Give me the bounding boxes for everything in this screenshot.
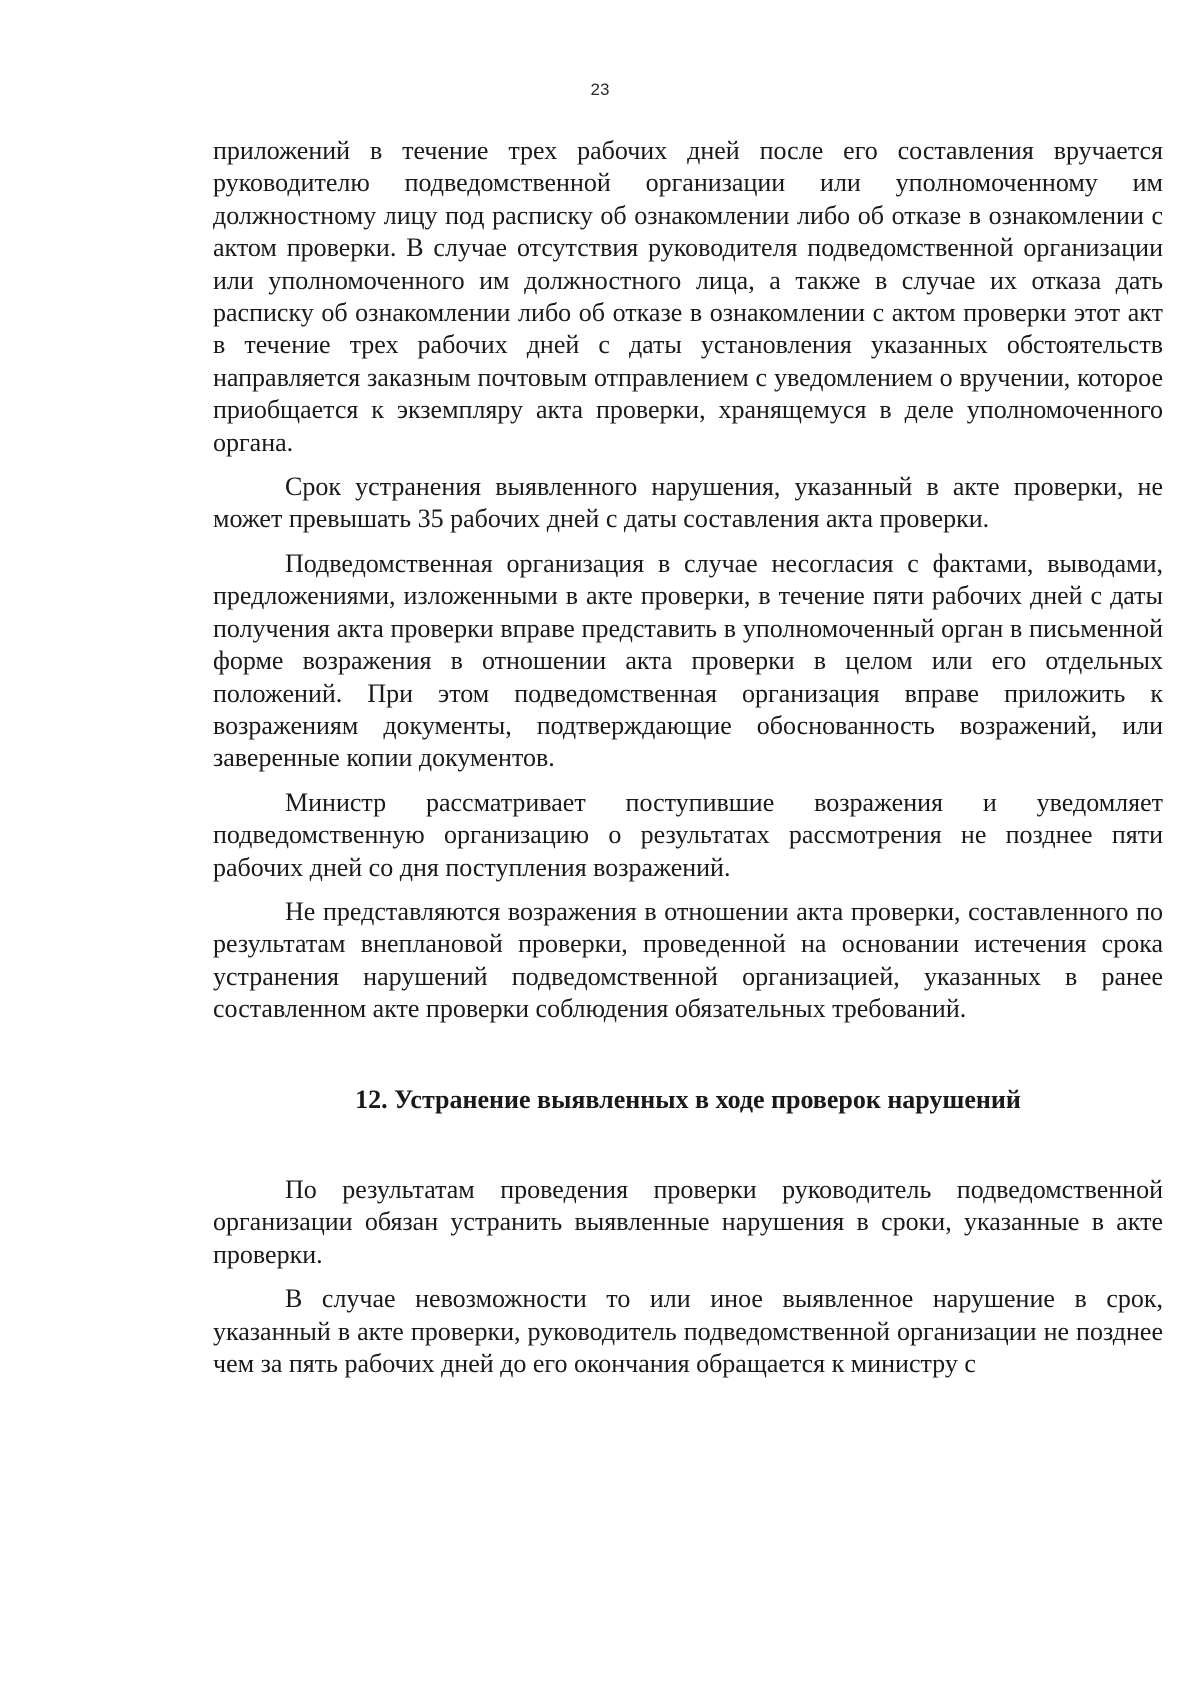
paragraph-remedy-impossibility: В случае невозможности то или иное выявленное нарушение в срок, указанный в акте проверки, руководитель подведомственной организации не позднее чем за пять рабочих дней до его окончания обращается к министру с <box>213 1284 1163 1378</box>
paragraph-remedy-obligation: По результатам проведения проверки руководитель подведомственной организации обязан устранить выявленные нарушения в сроки, указанные в акте проверки. <box>213 1174 1163 1269</box>
page-number: 23 <box>590 80 610 99</box>
paragraph-continuation: приложений в течение трех рабочих дней после его составления вручается руководителю подведомственной организации или уполномоченному им должностному лицу под расписку об ознакомлении либо об отказе в ознакомлении с актом проверки. В случае отсутствия руководителя подведомственной организации или уполномоченного им должностного лица, а также в случае их отказа дать расписку об ознакомлении либо об отказе в ознакомлении с актом проверки этот акт в течение трех рабочих дней с даты установления указанных обстоятельств направляется заказным почтовым отправлением с уведомлением о вручении, которое приобщается к экземпляру акта проверки, хранящемуся в деле уполномоченного органа. <box>213 136 1163 457</box>
paragraph-objections: Подведомственная организация в случае несогласия с фактами, выводами, предложениями, изложенными в акте проверки, в течение пяти рабочих дней с даты получения акта проверки вправе представить в уполномоченный орган в письменной форме возражения в отношении акта проверки в целом или его отдельных положений. При этом подведомственная организация вправе приложить к возражениям документы, подтверждающие обоснованность возражений, или заверенные копии документов. <box>213 548 1163 773</box>
paragraph-remedy-deadline: Срок устранения выявленного нарушения, указанный в акте проверки, не может превышать 35 рабочих дней с даты составления акта проверки. <box>213 472 1163 534</box>
paragraph-no-objections: Не представляются возражения в отношении акта проверки, составленного по результатам внеплановой проверки, проведенной на основании истечения срока устранения нарушений подведомственной организацией, указанных в ранее составленном акте проверки соблюдения обязательных требований. <box>213 896 1163 1024</box>
page-body <box>213 135 1163 1380</box>
section-heading: 12. Устранение выявленных в ходе проверок нарушений <box>355 1084 1021 1114</box>
paragraph-minister-review: Министр рассматривает поступившие возражения и уведомляет подведомственную организацию о результатах рассмотрения не позднее пяти рабочих дней со дня поступления возражений. <box>213 787 1163 882</box>
